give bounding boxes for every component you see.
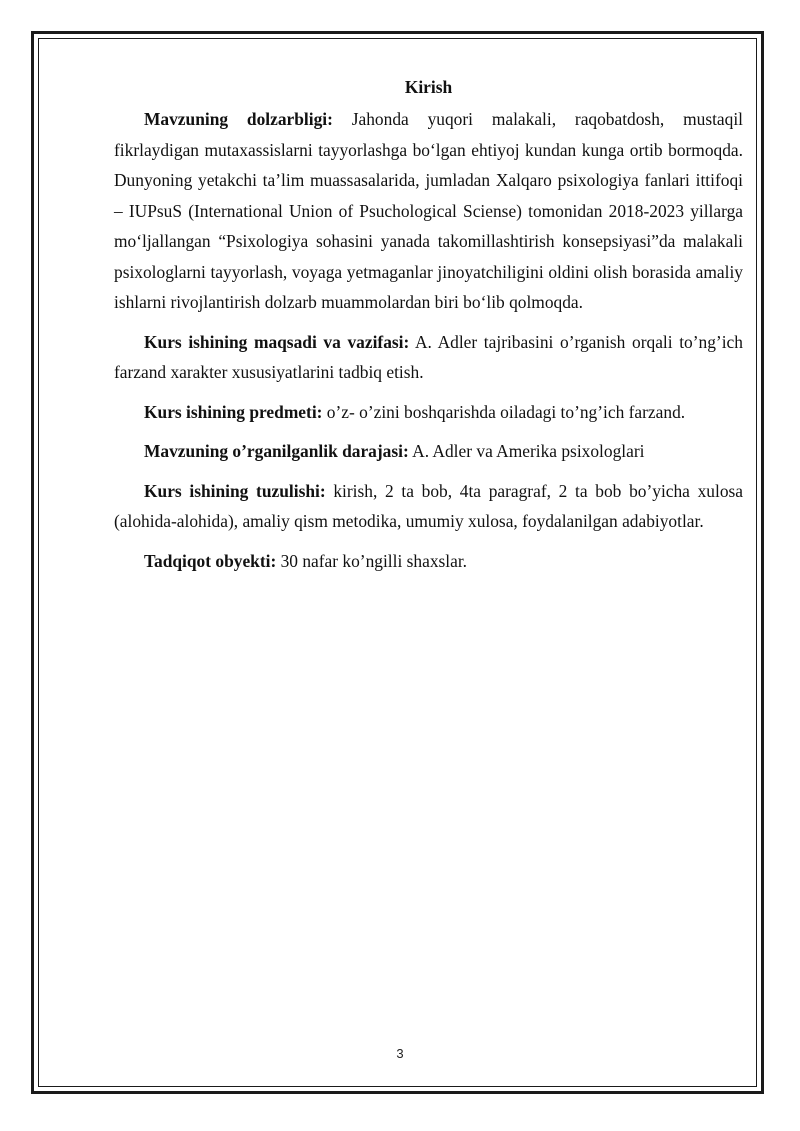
- paragraph-label: Mavzuning o’rganilganlik darajasi:: [144, 441, 409, 461]
- paragraph-structure: [114, 476, 743, 537]
- page-number: 3: [396, 1046, 404, 1061]
- paragraph-text: A. Adler va Amerika psixologlari: [408, 441, 645, 461]
- paragraph-label: Kurs ishining predmeti:: [144, 401, 323, 422]
- paragraph-text: A. Adler tajribasini o’rganish orqali to’ng’ich farzand xarakter xususiyatlarini tadbiq etish.: [114, 331, 743, 382]
- paragraph-goal: [114, 327, 743, 388]
- paragraph-label: Kurs ishining tuzulishi:: [144, 480, 326, 501]
- paragraph-relevance: [114, 104, 743, 318]
- paragraph-text: 30 nafar ko’ngilli shaxslar.: [276, 550, 468, 571]
- paragraph-text: kirish, 2 ta bob, 4ta paragraf, 2 ta bob bo’yicha xulosa (alohida-alohida), amaliy qism metodika, umumiy xulosa, foydalanilgan adabiyotlar.: [114, 480, 744, 531]
- paragraph-object: [114, 546, 743, 577]
- page-content: [114, 74, 743, 585]
- paragraph-label: Tadqiqot obyekti:: [144, 550, 277, 571]
- paragraph-study-level: [114, 436, 743, 467]
- section-title: Kirish: [404, 77, 453, 97]
- paragraph-text: o’z- o’zini boshqarishda oiladagi to’ng’ich farzand.: [322, 401, 686, 422]
- paragraph-text: Jahonda yuqori malakali, raqobatdosh, mustaqil fikrlaydigan mutaxassislarni tayyorlashga bo‘lgan ehtiyoj kundan kunga ortib bormoqda. Dunyoning yetakchi ta’lim muassasalarida, jumladan Xalqaro psixologiya fanlari ittifoqi – IUPsuS (International Union of Psuchological Sciense) tomonidan 2018-2023 yillarga mo‘ljallangan “Psixologiya sohasini yanada takomillashtirish konsepsiyasi”da malakali psixologlarni tayyorlash, voyaga yetmaganlar jinoyatchiligini oldini olish borasida amaliy ishlarni rivojlantirish dolzarb muammolardan biri bo‘lib qolmoqda.: [114, 109, 743, 312]
- paragraph-label: Mavzuning dolzarbligi:: [144, 109, 333, 129]
- paragraph-label: Kurs ishining maqsadi va vazifasi:: [144, 331, 410, 352]
- paragraph-subject: [114, 397, 743, 428]
